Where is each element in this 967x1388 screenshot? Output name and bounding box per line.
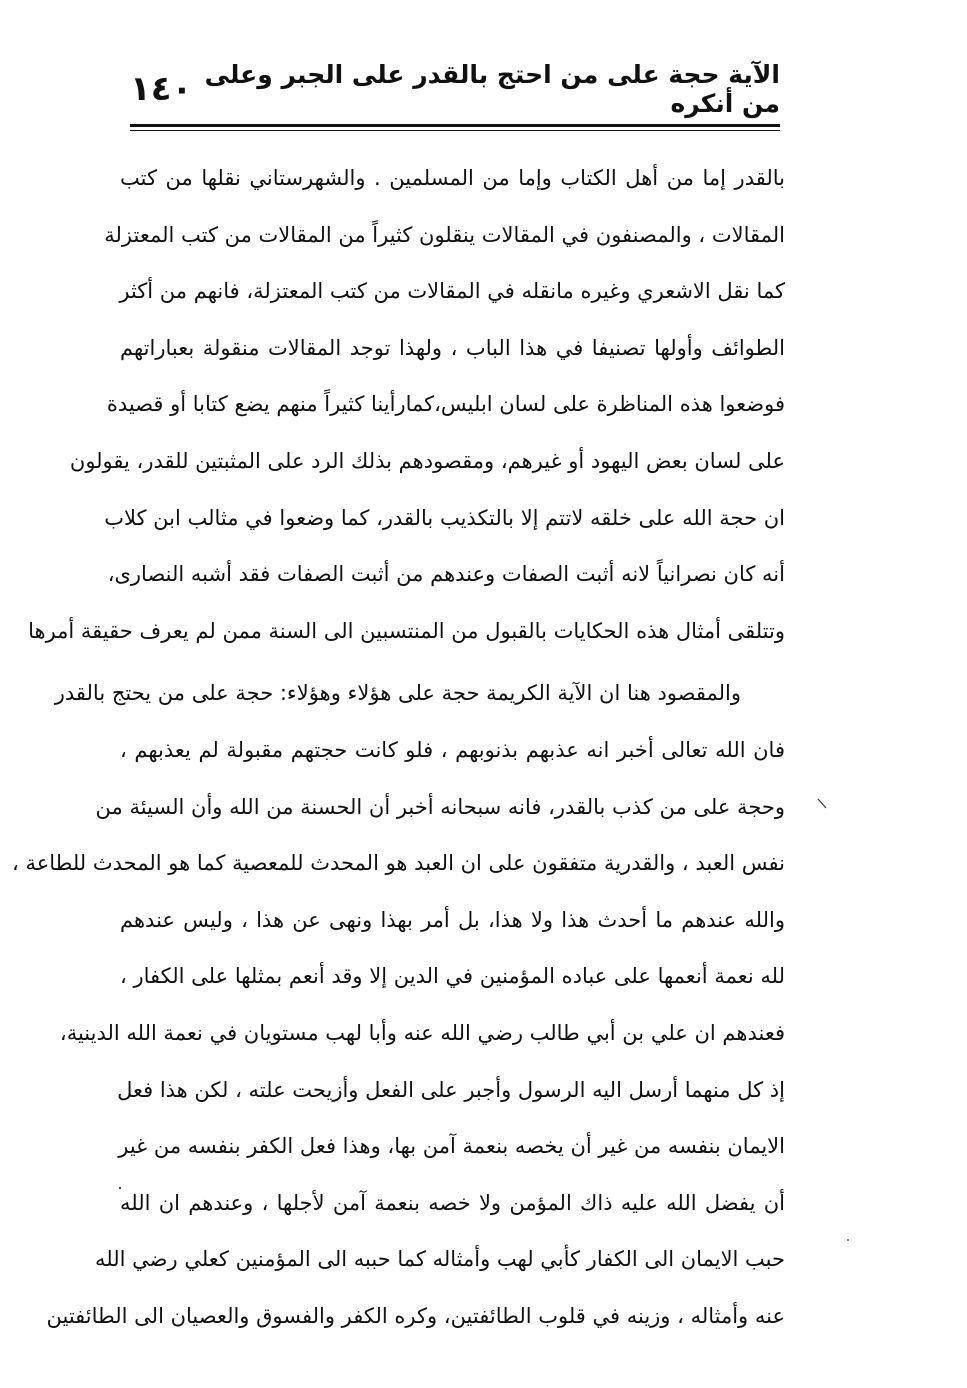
text-line: كما نقل الاشعري وغيره مانقله في المقالات من كتب المعتزلة، فانهم من أكثر — [119, 279, 785, 304]
text-line: أنه كان نصرانياً لانه أثبت الصفات وعندهم من أثبت الصفات فقد أشبه النصارى، — [107, 562, 785, 587]
page-number: ١٤٠ — [130, 69, 193, 109]
text-line: فوضعوا هذه المناظرة على لسان ابليس،كمارأينا كثيراً منهم يضع كتابا أو قصيدة — [106, 392, 785, 417]
text-line: المقالات ، والمصنفون في المقالات ينقلون كثيراً من المقالات من كتب المعتزلة — [104, 222, 785, 247]
text-line: ان حجة الله على خلقه لاتتم إلا بالتكذيب بالقدر، كما وضعوا في مثالب ابن كلاب — [104, 505, 785, 530]
text-line: حبب الايمان الى الكفار كأبي لهب وأمثاله كما حببه الى المؤمنين كعلي رضي الله — [95, 1247, 785, 1272]
header-rule — [130, 124, 780, 127]
header-rule-thin — [130, 130, 780, 131]
text-line: الايمان بنفسه من غير أن يخصه بنعمة آمن بها، وهذا فعل الكفر بنفسه من غير — [118, 1134, 785, 1159]
text-line: بالقدر إما من أهل الكتاب وإما من المسلمين . والشهرستاني نقلها من كتب — [120, 166, 785, 190]
text-line: فان الله تعالى أخبر انه عذبهم بذنوبهم ، فلو كانت حجتهم مقبولة لم يعذبهم ، — [120, 737, 785, 762]
text-line: نفس العبد ، والقدرية متفقون على ان العبد هو المحدث للمعصية كما هو المحدث للطاعة ، — [11, 851, 785, 876]
text-line: أن يفضل الله عليه ذاك المؤمن ولا خصه بنعمة آمن لأجلها ، وعندهم ان الله — [120, 1190, 785, 1215]
text-line: فعندهم ان علي بن أبي طالب رضي الله عنه وأبا لهب مستويان في نعمة الله الدينية، — [59, 1020, 785, 1045]
page-header — [130, 58, 780, 120]
text-line: وحجة على من كذب بالقدر، فانه سبحانه أخبر أن الحسنة من الله وأن السيئة من — [95, 794, 785, 819]
running-head: الآية حجة على من احتج بالقدر على الجبر وعلى من أنكره — [204, 60, 780, 118]
text-line: لله نعمة أنعمها على عباده المؤمنين في الدين إلا وقد أنعم بمثلها على الكفار ، — [120, 964, 785, 989]
text-line: إذ كل منهما أرسل اليه الرسول وأجبر على الفعل وأزيحت علته ، لكن هذا فعل — [117, 1077, 785, 1102]
text-line: عنه وأمثاله ، وزينه في قلوب الطائفتين، وكره الكفر والفسوق والعصيان الى الطائفتين — [46, 1303, 785, 1328]
text-line: وتتلقى أمثال هذه الحكايات بالقبول من المنتسبين الى السنة ممن لم يعرف حقيقة أمرها — [28, 618, 785, 643]
text-line: على لسان بعض اليهود أو غيرهم، ومقصودهم بذلك الرد على المثبتين للقدر، يقولون — [69, 448, 785, 473]
text-line: الطوائف وأولها تصنيفا في هذا الباب ، ولهذا توجد المقالات منقولة بعباراتهم — [120, 335, 785, 360]
paragraph-start-line: والمقصود هنا ان الآية الكريمة حجة على هؤلاء وهؤلاء: حجة على من يحتج بالقدر — [54, 681, 741, 706]
text-line: والله عندهم ما أحدث هذا ولا هذا، بل أمر بهذا ونهى عن هذا ، وليس عندهم — [120, 907, 785, 932]
body-text — [11, 150, 785, 1344]
